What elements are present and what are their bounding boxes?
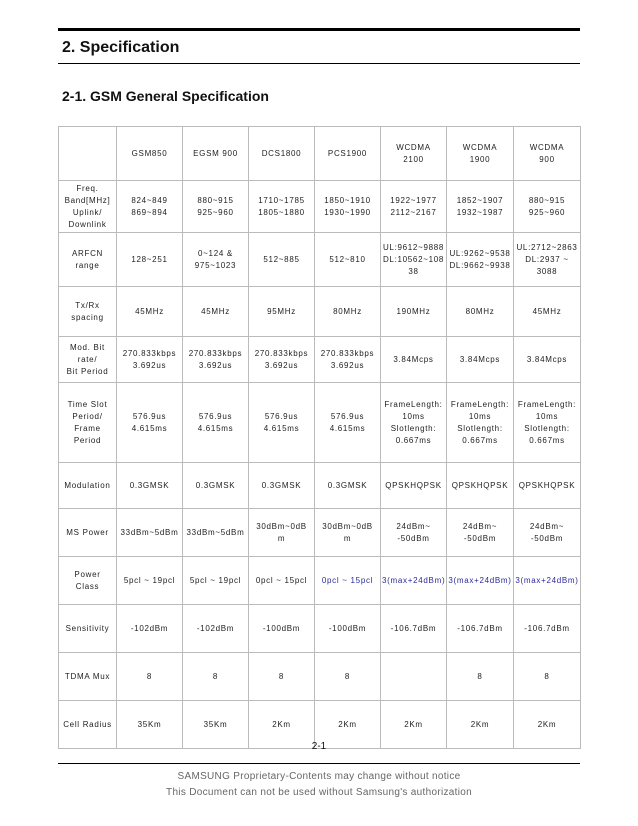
table-cell: 3.84Mcps (381, 337, 447, 383)
table-cell: 576.9us 4.615ms (249, 383, 315, 463)
table-header-cell (59, 127, 117, 181)
table-row (59, 557, 581, 605)
title-rule (58, 63, 580, 64)
table-cell: 0.3GMSK (315, 463, 381, 509)
footer-rule (58, 763, 580, 764)
table-row (59, 463, 581, 509)
table-row-label: Modulation (59, 463, 117, 509)
table-row-label: ARFCN range (59, 233, 117, 287)
table-cell: 33dBm~5dBm (117, 509, 183, 557)
table-header-cell: GSM850 (117, 127, 183, 181)
table-row (59, 233, 581, 287)
table-row (59, 181, 581, 233)
table-header-cell: PCS1900 (315, 127, 381, 181)
table-cell: 35Km (183, 701, 249, 749)
table-cell: 24dBm~ -50dBm (381, 509, 447, 557)
table-cell: 270.833kbps 3.692us (249, 337, 315, 383)
table-cell: 2Km (514, 701, 581, 749)
table-cell: 1710~1785 1805~1880 (249, 181, 315, 233)
table-cell: 80MHz (315, 287, 381, 337)
table-cell: 95MHz (249, 287, 315, 337)
table-cell: FrameLength: 10ms Slotlength: 0.667ms (447, 383, 514, 463)
table-row-label: Time Slot Period/ Frame Period (59, 383, 117, 463)
table-cell: 5pcl ~ 19pcl (183, 557, 249, 605)
footer-authorization-notice: This Document can not be used without Samsung's authorization (166, 787, 472, 798)
table-cell: 512~885 (249, 233, 315, 287)
table-cell: 8 (249, 653, 315, 701)
table-cell: 0.3GMSK (117, 463, 183, 509)
table-cell: 30dBm~0dB m (249, 509, 315, 557)
table-cell: 128~251 (117, 233, 183, 287)
table-cell: 8 (447, 653, 514, 701)
table-cell: QPSKHQPSK (514, 463, 581, 509)
table-header-row (59, 127, 581, 181)
table-cell: 0pcl ~ 15pcl (249, 557, 315, 605)
table-row-label: Freq. Band[MHz] Uplink/ Downlink (59, 181, 117, 233)
table-cell: 2Km (315, 701, 381, 749)
table-cell: 270.833kbps 3.692us (117, 337, 183, 383)
table-cell: 1922~1977 2112~2167 (381, 181, 447, 233)
table-cell: 2Km (249, 701, 315, 749)
table-row-label: Mod. Bit rate/ Bit Period (59, 337, 117, 383)
footer-proprietary-notice: SAMSUNG Proprietary-Contents may change without notice (177, 771, 461, 782)
table-cell: 3(max+24dBm) (381, 557, 447, 605)
table-row-label: MS Power (59, 509, 117, 557)
table-header-cell: DCS1800 (249, 127, 315, 181)
table-row (59, 653, 581, 701)
table-cell: 35Km (117, 701, 183, 749)
table-cell: UL:2712~2863 DL:2937 ~ 3088 (514, 233, 581, 287)
table-row-label: Tx/Rx spacing (59, 287, 117, 337)
table-cell: 1852~1907 1932~1987 (447, 181, 514, 233)
table-cell: 30dBm~0dB m (315, 509, 381, 557)
table-row (59, 509, 581, 557)
table-cell: 0.3GMSK (183, 463, 249, 509)
table-cell: 3(max+24dBm) (447, 557, 514, 605)
table-cell: 576.9us 4.615ms (183, 383, 249, 463)
table-header-cell: WCDMA 900 (514, 127, 581, 181)
table-cell: 0~124 & 975~1023 (183, 233, 249, 287)
table-cell: 45MHz (514, 287, 581, 337)
table-cell: 80MHz (447, 287, 514, 337)
table-cell: QPSKHQPSK (447, 463, 514, 509)
table-cell: QPSKHQPSK (381, 463, 447, 509)
table-header-cell: WCDMA 2100 (381, 127, 447, 181)
table-cell: 3(max+24dBm) (514, 557, 581, 605)
table-cell: -102dBm (117, 605, 183, 653)
table-cell: 880~915 925~960 (514, 181, 581, 233)
table-cell: 1850~1910 1930~1990 (315, 181, 381, 233)
table-cell: 2Km (447, 701, 514, 749)
table-cell: 3.84Mcps (447, 337, 514, 383)
page-number: 2-1 (311, 741, 327, 752)
subsection-title: 2-1. GSM General Specification (62, 88, 269, 104)
table-cell: 576.9us 4.615ms (117, 383, 183, 463)
table-cell: -102dBm (183, 605, 249, 653)
table-cell: 45MHz (117, 287, 183, 337)
table-row-label: Sensitivity (59, 605, 117, 653)
table-header-cell: WCDMA 1900 (447, 127, 514, 181)
table-header-cell: EGSM 900 (183, 127, 249, 181)
table-cell: 45MHz (183, 287, 249, 337)
table-row-label: TDMA Mux (59, 653, 117, 701)
table-cell: 0.3GMSK (249, 463, 315, 509)
gsm-spec-table (58, 126, 581, 749)
table-row (59, 337, 581, 383)
table-cell: FrameLength: 10ms Slotlength: 0.667ms (381, 383, 447, 463)
table-cell: -106.7dBm (381, 605, 447, 653)
table-cell: 3.84Mcps (514, 337, 581, 383)
table-cell: UL:9612~9888 DL:10562~108 38 (381, 233, 447, 287)
table-cell: UL:9262~9538 DL:9662~9938 (447, 233, 514, 287)
table-cell: 8 (514, 653, 581, 701)
table-cell: 0pcl ~ 15pcl (315, 557, 381, 605)
top-rule (58, 28, 580, 31)
table-row-label: Power Class (59, 557, 117, 605)
table-cell: 24dBm~ -50dBm (514, 509, 581, 557)
table-cell: 824~849 869~894 (117, 181, 183, 233)
table-cell: 5pcl ~ 19pcl (117, 557, 183, 605)
table-row (59, 287, 581, 337)
table-cell: 880~915 925~960 (183, 181, 249, 233)
table-cell: 8 (117, 653, 183, 701)
table-cell: 2Km (381, 701, 447, 749)
table-cell: 33dBm~5dBm (183, 509, 249, 557)
table-row (59, 605, 581, 653)
table-cell: -100dBm (249, 605, 315, 653)
table-cell: -106.7dBm (447, 605, 514, 653)
table-cell: -100dBm (315, 605, 381, 653)
table-cell: 24dBm~ -50dBm (447, 509, 514, 557)
table-cell: 190MHz (381, 287, 447, 337)
section-title: 2. Specification (62, 39, 180, 56)
table-cell (381, 653, 447, 701)
table-cell: FrameLength: 10ms Slotlength: 0.667ms (514, 383, 581, 463)
table-cell: 270.833kbps 3.692us (183, 337, 249, 383)
table-cell: 512~810 (315, 233, 381, 287)
table-cell: 8 (315, 653, 381, 701)
table-cell: -106.7dBm (514, 605, 581, 653)
table-row-label: Cell Radius (59, 701, 117, 749)
table-cell: 8 (183, 653, 249, 701)
table-cell: 270.833kbps 3.692us (315, 337, 381, 383)
table-cell: 576.9us 4.615ms (315, 383, 381, 463)
table-row (59, 383, 581, 463)
